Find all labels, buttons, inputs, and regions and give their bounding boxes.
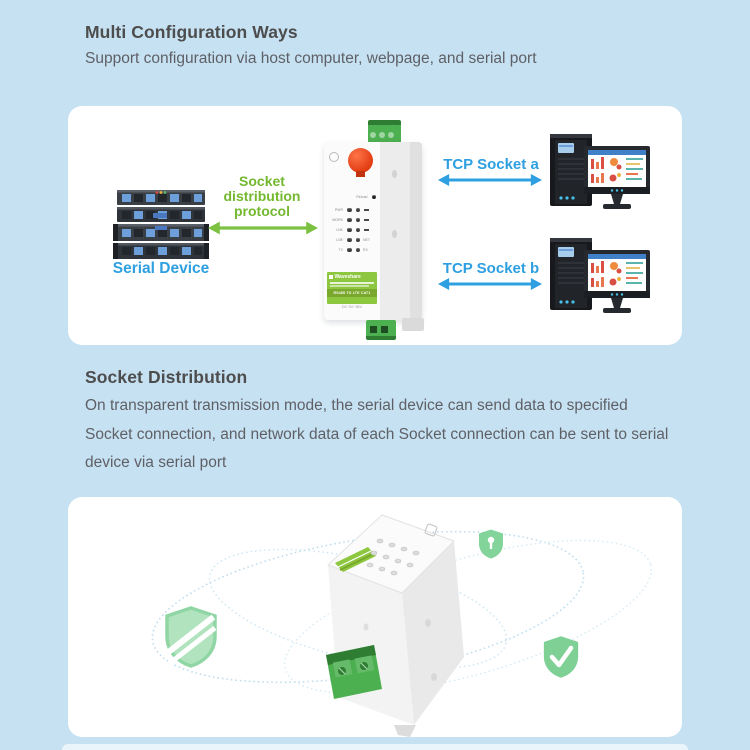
din-device-illustration — [322, 114, 426, 340]
led-label: LNE — [336, 238, 343, 242]
led-label: LNK — [336, 228, 343, 232]
section-title-multi-config: Multi Configuration Ways — [85, 22, 298, 42]
led-icon — [347, 208, 352, 213]
tcp-socket-b-label: TCP Socket b — [442, 260, 540, 277]
brand-logo-small-icon — [329, 275, 333, 279]
next-card-edge — [62, 744, 688, 750]
diagram-card — [68, 106, 682, 345]
led-icon — [347, 228, 352, 233]
led-panel: Reload PWR WORK LNK LNE NET TX RX — [328, 192, 378, 255]
bidirectional-arrow-blue-a-icon — [438, 172, 542, 188]
led-icon — [356, 238, 361, 243]
din-device-3d-illustration — [278, 499, 478, 737]
serial-device-label: Serial Device — [112, 260, 210, 277]
brand-name: Waveshare — [334, 274, 361, 280]
led-icon — [347, 218, 352, 223]
antenna-icon — [348, 148, 373, 173]
host-computer-a-illustration — [546, 130, 652, 216]
section-body-socket-distribution: On transparent transmission mode, the serial device can send data to specified Socket connection, and network data of each Socket connection can be sent to serial device via serial port — [85, 397, 669, 471]
led-icon — [347, 248, 352, 253]
tcp-socket-a-label: TCP Socket a — [443, 156, 539, 173]
reload-label: Reload — [356, 195, 368, 199]
bidirectional-arrow-blue-b-icon — [438, 276, 542, 292]
section-subtitle-multi-config: Support configuration via host computer, webpage, and serial port — [85, 50, 537, 67]
shield-check-icon — [541, 634, 581, 680]
led-icon — [356, 248, 361, 253]
security-card — [68, 497, 682, 737]
led-label: WORK — [332, 218, 343, 222]
protocol-label-line2: distribution — [223, 188, 301, 204]
shield-lock-icon — [477, 527, 505, 561]
led-icon — [356, 228, 361, 233]
power-rating-label: DC 9V~36V — [341, 305, 363, 309]
section-title-socket-distribution: Socket Distribution — [85, 367, 248, 387]
host-computer-b-illustration — [546, 234, 652, 320]
bidirectional-arrow-green-icon — [208, 220, 318, 236]
terminal-block-bottom-icon — [366, 320, 396, 340]
shield-stripe-icon — [163, 606, 219, 668]
reload-button-icon — [372, 195, 377, 200]
brand-logo-icon — [329, 152, 339, 162]
led-label: PWR — [334, 208, 343, 212]
protocol-label-line1: Socket — [239, 173, 285, 189]
protocol-label — [192, 174, 332, 219]
led-label: TX — [338, 248, 343, 252]
led-icon — [356, 208, 361, 213]
led-icon — [347, 238, 352, 243]
model-name: RS485 TO LTE CAT1 — [327, 289, 377, 297]
product-label — [327, 272, 377, 304]
led-icon — [356, 218, 361, 223]
protocol-label-line3: protocol — [234, 203, 290, 219]
